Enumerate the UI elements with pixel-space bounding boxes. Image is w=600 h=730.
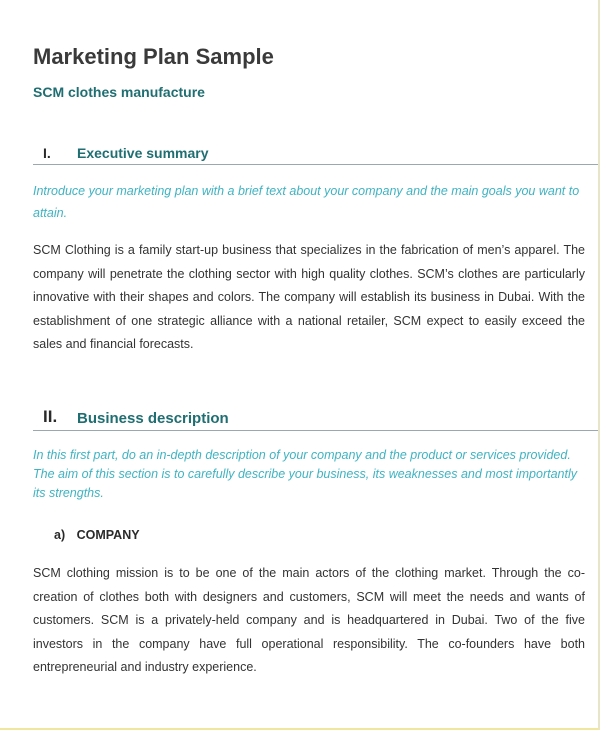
- subsection-title: COMPANY: [76, 528, 140, 542]
- section-intro-text: In this first part, do an in-depth description of your company and the product or services provided. The aim of this section is to carefully describe your business, its weaknesses and most importantly its strengths.: [33, 448, 577, 500]
- section-title: Executive summary: [77, 145, 209, 161]
- section-intro-text: Introduce your marketing plan with a brief text about your company and the main goals you want to attain.: [33, 184, 580, 220]
- executive-summary-paragraph: SCM Clothing is a family start-up business that specializes in the fabrication of men’s apparel. The company will penetrate the clothing sector with high quality clothes. SCM’s clothes are particularly innovative with their shapes and colors. The company will establish its business in Dubai. With the establishment of one strategic alliance with a national retailer, SCM expect to easily exceed the sales and financial forecasts.: [33, 243, 585, 351]
- subsection-heading-company: [54, 528, 140, 542]
- section-number: I.: [43, 145, 51, 161]
- section-title: Business description: [77, 410, 229, 427]
- company-paragraph: SCM clothing mission is to be one of the main actors of the clothing market. Through the co-creation of clothes both with designers and customers, SCM will meet the needs and wants of customers. SCM is a privately-held company and is headquartered in Dubai. Two of the five investors in the company have full operational responsibility. The co-founders have both entrepreneurial and industry experience.: [33, 566, 585, 674]
- subsection-label: a): [54, 528, 66, 542]
- section-heading-business-description: [33, 402, 598, 431]
- document-title: Marketing Plan Sample: [33, 44, 274, 69]
- document-subtitle: SCM clothes manufacture: [33, 84, 205, 100]
- section-heading-executive-summary: [33, 138, 598, 165]
- section-number: II.: [43, 407, 58, 426]
